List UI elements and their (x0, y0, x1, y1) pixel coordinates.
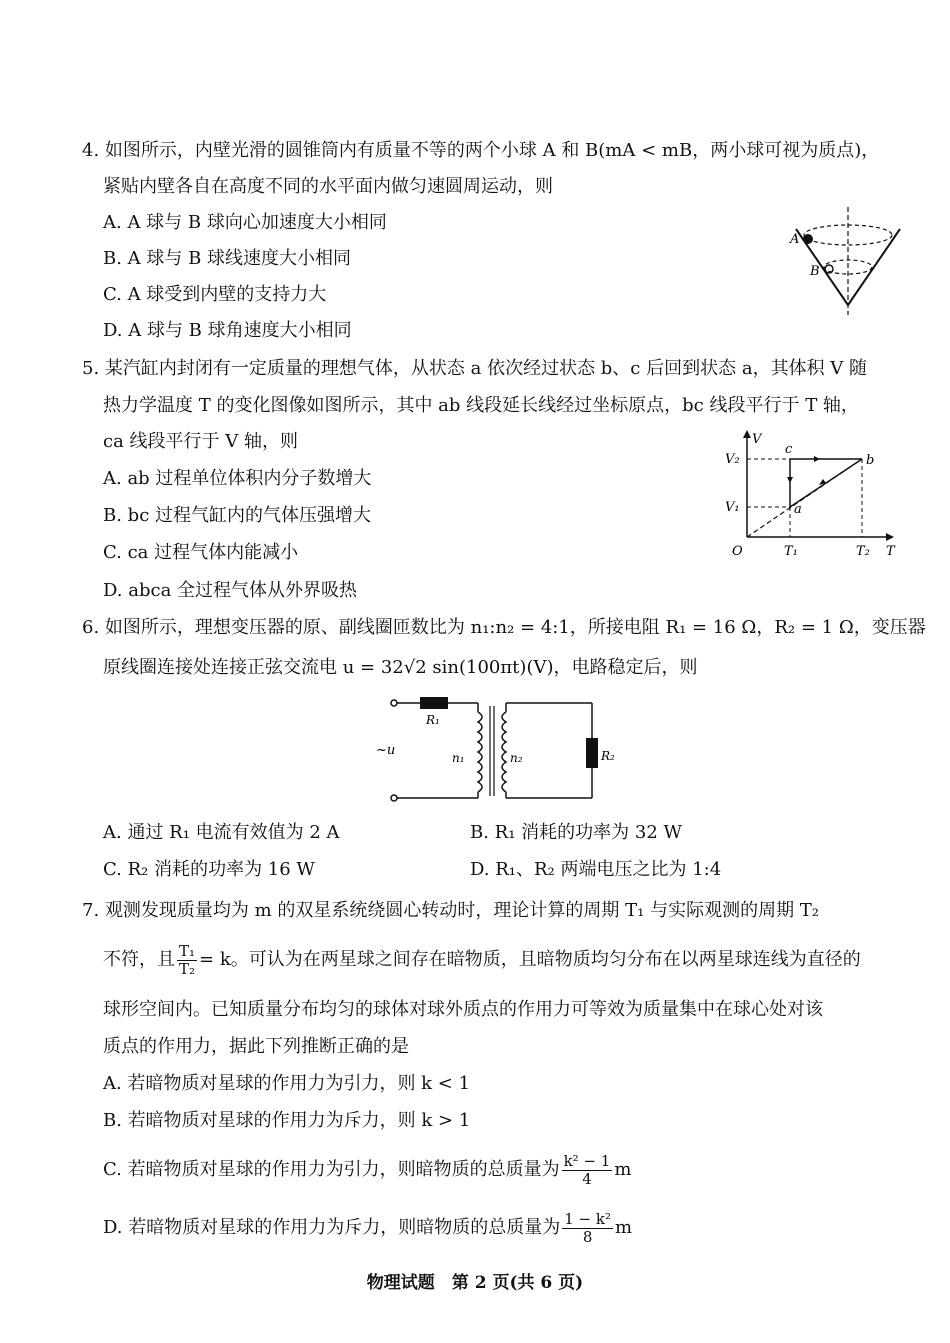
q7-option-d (103, 1206, 632, 1250)
q5-option-d: D. abca 全过程气体从外界吸热 (103, 580, 358, 601)
q5-option-c: C. ca 过程气体内能减小 (103, 542, 299, 563)
q7-stem-line1: 7. 观测发现质量均为 m 的双星系统绕圆心转动时，理论计算的周期 T₁ 与实际观测的周期 T₂ (82, 900, 820, 921)
option-d-denominator: 8 (582, 1227, 593, 1246)
q7-option-c (103, 1148, 631, 1192)
option-d-fraction (562, 1211, 613, 1246)
transformer-circuit (370, 690, 615, 810)
q7-option-c-text: C. 若暗物质对星球的作用力为引力，则暗物质的总质量为 (103, 1159, 560, 1180)
q7-stem-line4: 质点的作用力，据此下列推断正确的是 (103, 1036, 409, 1057)
q5-stem-line1: 5. 某汽缸内封闭有一定质量的理想气体，从状态 a 依次经过状态 b、c 后回到状态 a，其体积 V 随 (82, 358, 868, 379)
v1-label: V₁ (725, 500, 740, 515)
r2-label: R₂ (601, 749, 615, 763)
label-a: A (790, 232, 800, 247)
q5-stem-line2: 热力学温度 T 的变化图像如图所示，其中 ab 线段延长线经过坐标原点，bc 线段平行于 T 轴， (103, 395, 859, 416)
state-c-label: c (785, 442, 793, 457)
origin-label: O (732, 544, 743, 559)
cone-figure (780, 205, 900, 320)
option-c-numerator: k² − 1 (563, 1151, 611, 1170)
q4-option-b: B. A 球与 B 球线速度大小相同 (103, 248, 352, 269)
t2-label: T₂ (856, 544, 870, 559)
q4-option-c: C. A 球受到内壁的支持力大 (103, 284, 327, 305)
q7-line2-suffix: = k。可认为在两星球之间存在暗物质，且暗物质均匀分布在以两星球连线为直径的 (199, 949, 861, 970)
page-footer: 物理试题 第 2 页(共 6 页) (366, 1273, 584, 1293)
q7-line2-prefix: 不符，且 (103, 949, 175, 970)
option-c-unit: m (614, 1159, 632, 1180)
v2-label: V₂ (725, 452, 740, 467)
q7-stem-line3: 球形空间内。已知质量分布均匀的球体对球外质点的作用力可等效为质量集中在球心处对该 (103, 999, 823, 1020)
source-label: ~u (376, 743, 396, 758)
q7-stem-line2 (103, 940, 861, 980)
q6-option-d: D. R₁、R₂ 两端电压之比为 1:4 (470, 859, 722, 880)
q5-option-b: B. bc 过程气缸内的气体压强增大 (103, 505, 371, 526)
q7-option-a: A. 若暗物质对星球的作用力为引力，则 k < 1 (103, 1073, 471, 1094)
option-d-unit: m (615, 1217, 633, 1238)
r1-label: R₁ (426, 713, 440, 727)
q4-stem-line2: 紧贴内壁各自在高度不同的水平面内做匀速圆周运动，则 (103, 176, 553, 197)
state-b-label: b (866, 453, 875, 468)
q4-option-d: D. A 球与 B 球角速度大小相同 (103, 320, 352, 341)
axis-t-label: T (886, 544, 895, 559)
frac-numerator: T₁ (179, 941, 196, 960)
q7-option-b: B. 若暗物质对星球的作用力为斥力，则 k > 1 (103, 1110, 471, 1131)
secondary-coil (502, 712, 506, 792)
q4-option-a: A. A 球与 B 球向心加速度大小相同 (103, 212, 387, 233)
q6-option-b: B. R₁ 消耗的功率为 32 W (470, 822, 683, 843)
q7-option-d-text: D. 若暗物质对星球的作用力为斥力，则暗物质的总质量为 (103, 1217, 561, 1238)
ball-a (803, 234, 813, 244)
vt-graph (722, 425, 902, 560)
resistor-r1 (420, 697, 448, 709)
q6-stem-line2: 原线圈连接处连接正弦交流电 u = 32√2 sin(100πt)(V)，电路稳定后，则 (103, 657, 698, 678)
primary-coil (478, 712, 482, 792)
t1-over-t2-fraction (177, 943, 197, 978)
label-b: B (810, 264, 820, 279)
frac-denominator: T₂ (179, 959, 196, 978)
resistor-r2 (586, 738, 598, 768)
option-c-fraction (562, 1153, 613, 1188)
q6-stem-line1: 6. 如图所示，理想变压器的原、副线圈匝数比为 n₁:n₂ = 4:1，所接电阻 R₁ = 16 Ω，R₂ = 1 Ω，变压器 (82, 617, 926, 638)
q5-option-a: A. ab 过程单位体积内分子数增大 (103, 468, 372, 489)
axis-v-label: V (752, 432, 762, 447)
state-a-label: a (794, 502, 802, 517)
t1-label: T₁ (784, 544, 798, 559)
option-c-denominator: 4 (582, 1169, 592, 1188)
q4-stem-line1: 4. 如图所示，内壁光滑的圆锥筒内有质量不等的两个小球 A 和 B(mA < mB，两小球可视为质点)， (82, 140, 880, 161)
q6-option-c: C. R₂ 消耗的功率为 16 W (103, 859, 315, 880)
q5-stem-line3: ca 线段平行于 V 轴，则 (103, 431, 298, 452)
n2-label: n₂ (510, 751, 523, 765)
option-d-numerator: 1 − k² (564, 1209, 611, 1228)
n1-label: n₁ (452, 751, 465, 765)
q6-option-a: A. 通过 R₁ 电流有效值为 2 A (103, 822, 340, 843)
